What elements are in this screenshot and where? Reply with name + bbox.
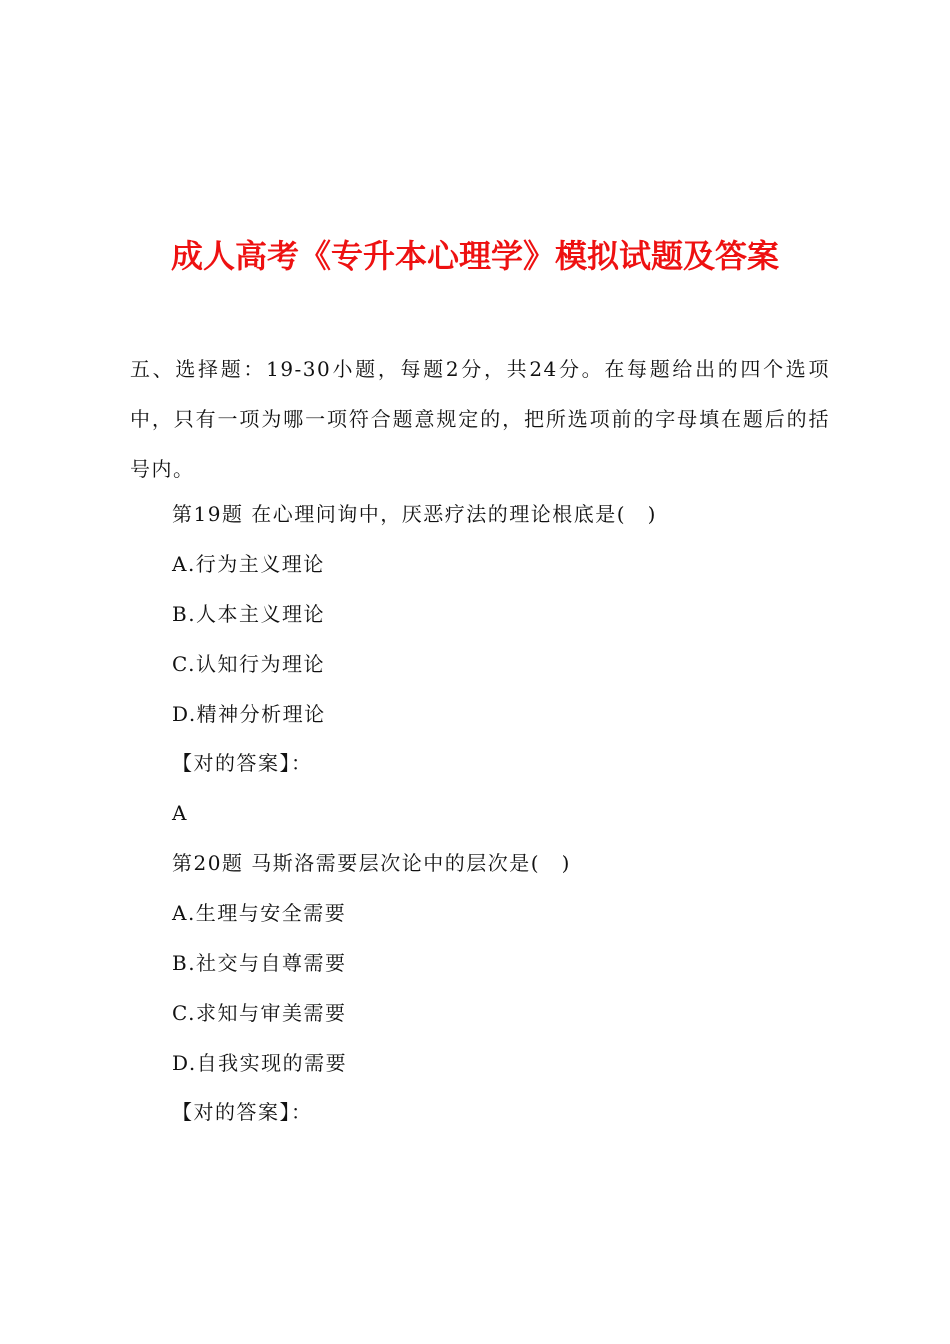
question-19: 第19题 在心理问询中，厌恶疗法的理论根底是( ) bbox=[172, 502, 657, 526]
q19-option-d: D.精神分析理论 bbox=[172, 702, 326, 726]
question-20: 第20题 马斯洛需要层次论中的层次是( ) bbox=[172, 851, 571, 875]
page-title: 成人高考《专升本心理学》模拟试题及答案 bbox=[170, 237, 779, 276]
q20-option-a: A.生理与安全需要 bbox=[172, 901, 347, 925]
q19-option-b: B.人本主义理论 bbox=[172, 602, 326, 626]
q20-option-c: C.求知与审美需要 bbox=[172, 1001, 347, 1025]
q19-answer-label: 【对的答案】： bbox=[172, 751, 313, 775]
q20-option-d: D.自我实现的需要 bbox=[172, 1051, 348, 1075]
q20-option-b: B.社交与自尊需要 bbox=[172, 951, 347, 975]
q19-option-c: C.认知行为理论 bbox=[172, 652, 325, 676]
q19-answer: A bbox=[172, 801, 188, 825]
q19-option-a: A.行为主义理论 bbox=[172, 552, 325, 576]
section-intro: 五、选择题：19-30小题，每题2分，共24分。在每题给出的四个选项中，只有一项为哪一项符合题意规定的，把所选项前的字母填在题后的括号内。 bbox=[130, 357, 830, 481]
q20-answer-label: 【对的答案】： bbox=[172, 1100, 313, 1124]
